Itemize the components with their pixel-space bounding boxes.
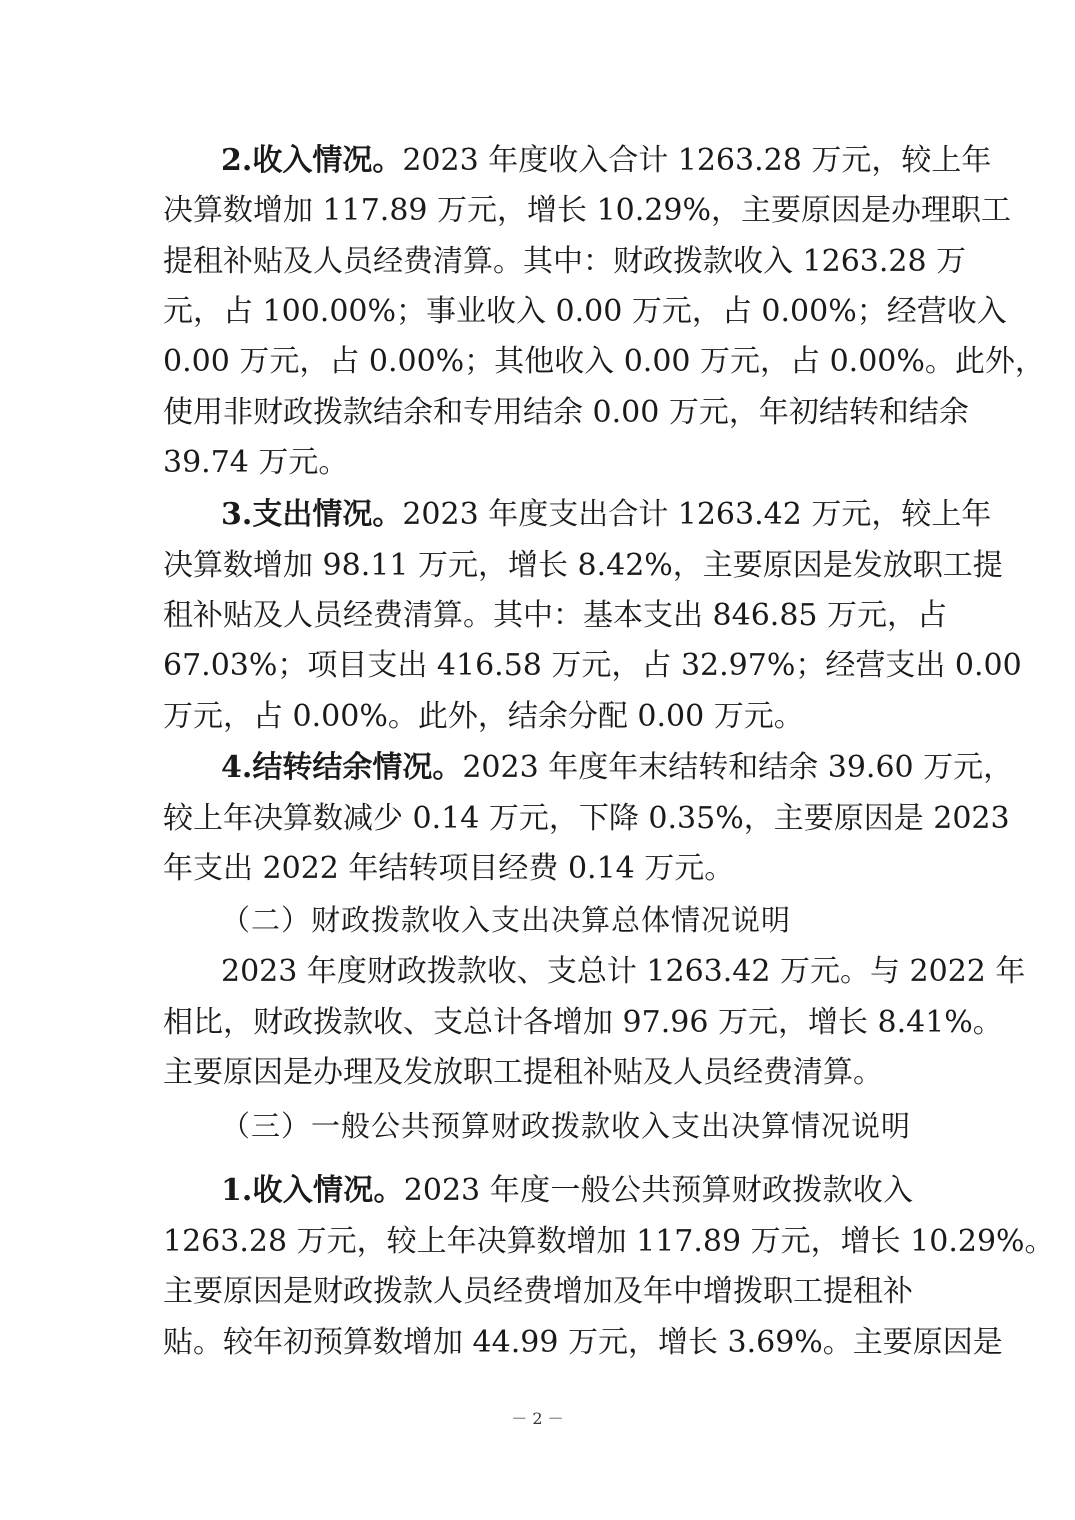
section-3-line-1: 3.支出情况。2023 年度支出合计 1263.42 万元，较上年 [221, 497, 992, 532]
section-2-line-6: 使用非财政拨款结余和专用结余 0.00 万元，年初结转和结余 [163, 395, 969, 430]
heading-2-line-2: 相比，财政拨款收、支总计各增加 97.96 万元，增长 8.41%。 [163, 1005, 1003, 1040]
section-4-line-1: 4.结转结余情况。2023 年度年末结转和结余 39.60 万元， [221, 750, 1014, 785]
heading-3-sub-title: 1.收入情况。 [221, 1173, 404, 1208]
section-3-line-2: 决算数增加 98.11 万元，增长 8.42%，主要原因是发放职工提 [163, 548, 1003, 583]
section-3-line-3: 租补贴及人员经费清算。其中：基本支出 846.85 万元，占 [163, 598, 948, 633]
document-page [163, 0, 1055, 1520]
section-2-line-3: 提租补贴及人员经费清算。其中：财政拨款收入 1263.28 万 [163, 244, 967, 279]
section-2-line-7: 39.74 万元。 [163, 445, 349, 480]
heading-3-line-1: 1.收入情况。2023 年度一般公共预算财政拨款收入 [221, 1173, 913, 1208]
heading-2: （二）财政拨款收入支出决算总体情况说明 [221, 903, 792, 937]
section-3-line-5: 万元，占 0.00%。此外，结余分配 0.00 万元。 [163, 699, 804, 734]
heading-3-line-4: 贴。较年初预算数增加 44.99 万元，增长 3.69%。主要原因是 [163, 1325, 1003, 1360]
section-2-title: 2.收入情况。 [221, 143, 403, 178]
section-2-line-4: 元，占 100.00%；事业收入 0.00 万元，占 0.00%；经营收入 [163, 294, 1007, 329]
heading-3-line-3: 主要原因是财政拨款人员经费增加及年中增拨职工提租补 [163, 1274, 913, 1309]
heading-2-line-1: 2023 年度财政拨款收、支总计 1263.42 万元。与 2022 年 [221, 954, 1026, 989]
heading-3: （三）一般公共预算财政拨款收入支出决算情况说明 [221, 1109, 912, 1143]
section-2-line-1: 2.收入情况。2023 年度收入合计 1263.28 万元，较上年 [221, 143, 992, 178]
section-3-line-4: 67.03%；项目支出 416.58 万元，占 32.97%；经营支出 0.00 [163, 648, 1022, 683]
section-4-line-2: 较上年决算数减少 0.14 万元，下降 0.35%，主要原因是 2023 [163, 801, 1010, 836]
section-3-title: 3.支出情况。 [221, 497, 403, 532]
section-4-title: 4.结转结余情况。 [221, 750, 463, 785]
section-2-line-2: 决算数增加 117.89 万元，增长 10.29%，主要原因是办理职工 [163, 193, 1011, 228]
section-2-line-5: 0.00 万元，占 0.00%；其他收入 0.00 万元，占 0.00%。此外， [163, 344, 1045, 379]
page-number: － 2 － [511, 1409, 564, 1428]
heading-3-line-2: 1263.28 万元，较上年决算数增加 117.89 万元，增长 10.29%。 [163, 1224, 1055, 1259]
section-4-line-3: 年支出 2022 年结转项目经费 0.14 万元。 [163, 851, 735, 886]
heading-2-line-3: 主要原因是办理及发放职工提租补贴及人员经费清算。 [163, 1055, 883, 1090]
